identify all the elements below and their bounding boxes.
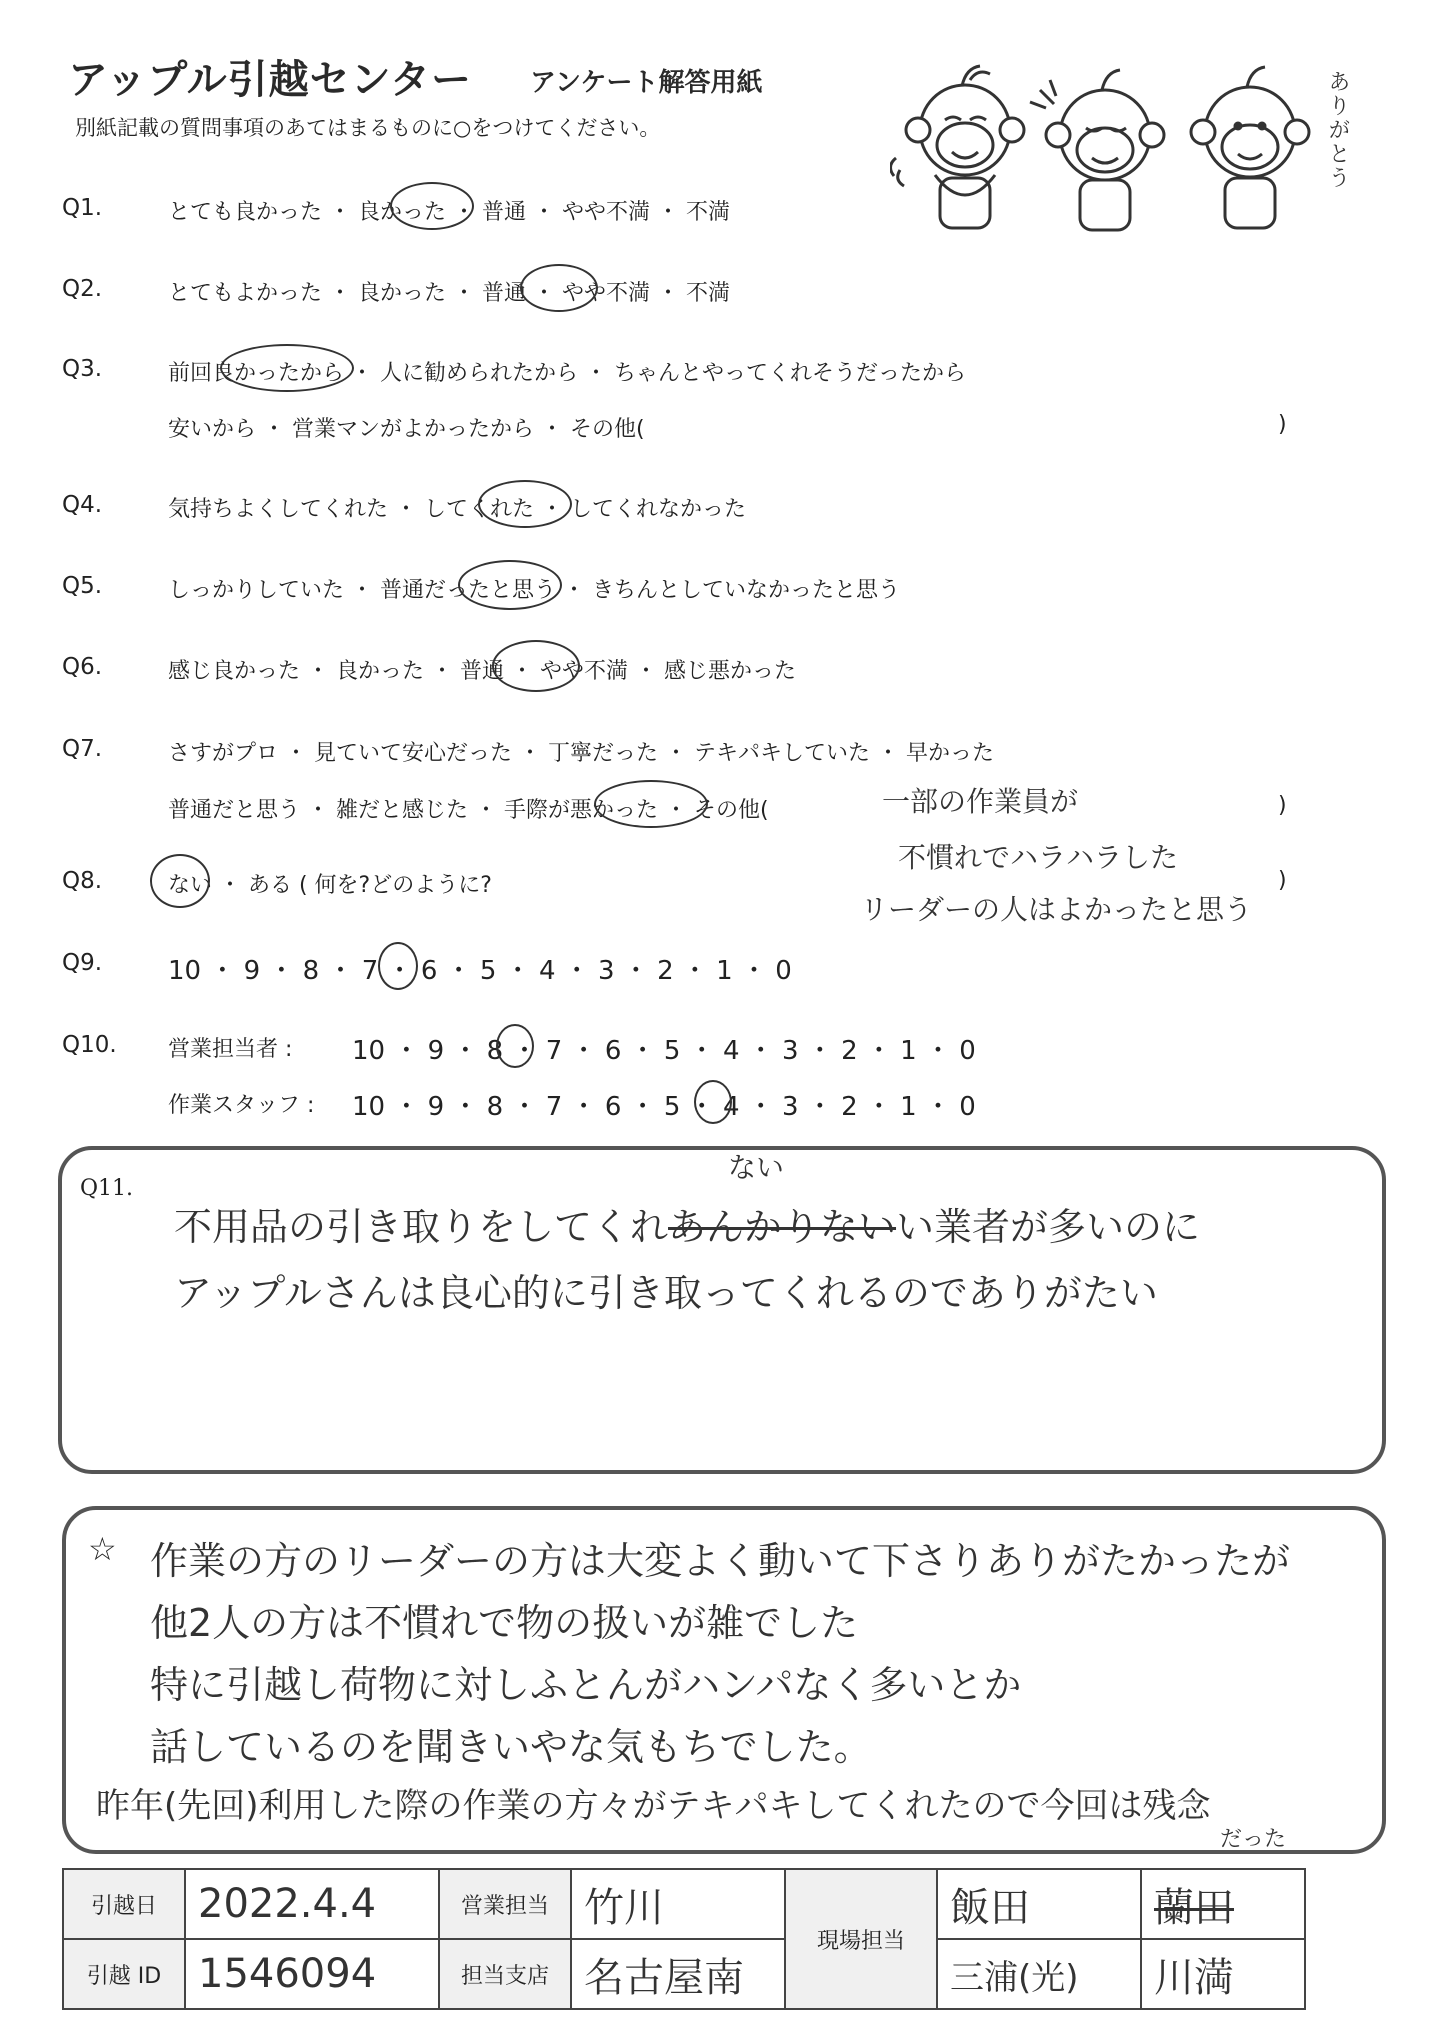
move-id-label: 引越 ID: [63, 1939, 185, 2009]
q1-circle-mark: [390, 182, 474, 230]
q7-other-close: ): [1278, 793, 1287, 818]
q7-other-handwriting-3: リーダーの人はよかったと思う: [860, 893, 1253, 926]
q9-number: Q9.: [62, 950, 103, 976]
q9-circle-mark: [378, 942, 418, 990]
comment-line5: 昨年(先回)利用した際の作業の方々がテキパキしてくれたので今回は残念: [96, 1786, 1211, 1826]
q8-options: ない ・ ある ( 何を?どのように?: [168, 873, 492, 898]
branch-value: 名古屋南: [571, 1939, 785, 2009]
q8-close: ): [1278, 868, 1287, 893]
thanks-text: ありがとう: [1325, 70, 1350, 190]
q10-sales-circle-mark: [496, 1024, 534, 1068]
q3-options-line2: 安いから ・ 営業マンがよかったから ・ その他(: [168, 417, 645, 442]
q1-options: とても良かった ・ 良かった ・ 普通 ・ やや不満 ・ 不満: [168, 200, 730, 225]
q8-circle-mark: [150, 854, 210, 908]
form-title: アップル引越センター: [68, 57, 472, 103]
site-staff-2: 三浦(光): [937, 1939, 1141, 2009]
comment-line6: だった: [1220, 1827, 1287, 1852]
q11-handwriting-line2: アップルさんは良心的に引き取ってくれるのでありがたい: [174, 1271, 1158, 1315]
comment-line3: 特に引越し荷物に対しふとんがハンパなく多いとか: [150, 1663, 1022, 1707]
q6-options: 感じ良かった ・ 良かった ・ 普通 ・ やや不満 ・ 感じ悪かった: [168, 659, 796, 684]
instruction-text: 別紙記載の質問事項のあてはまるものに○をつけてください。: [75, 116, 661, 140]
q5-circle-mark: [458, 560, 562, 610]
q10-staff-scale: 10 ・ 9 ・ 8 ・ 7 ・ 6 ・ 5 ・ 4 ・ 3 ・ 2 ・ 1 ・ 0: [352, 1092, 976, 1122]
q7-number: Q7.: [62, 736, 103, 762]
site-staff-1: 飯田: [937, 1869, 1141, 1939]
site-staff-label: 現場担当: [785, 1869, 937, 2009]
q10-sales-label: 営業担当者 :: [168, 1037, 293, 1062]
q4-number: Q4.: [62, 492, 103, 518]
q11-handwriting-line1: 不用品の引き取りをしてくれあんかりないい業者が多いのに: [174, 1205, 1201, 1249]
branch-label: 担当支店: [439, 1939, 571, 2009]
q7-other-handwriting-1: 一部の作業員が: [882, 785, 1079, 818]
q4-circle-mark: [478, 480, 572, 528]
star-mark: ☆: [88, 1530, 117, 1568]
mascot-illustration: [890, 50, 1330, 240]
q7-other-handwriting-2: 不慣れでハラハラした: [898, 841, 1179, 874]
q2-options: とてもよかった ・ 良かった ・ 普通 ・ やや不満 ・ 不満: [168, 281, 730, 306]
q10-staff-circle-mark: [694, 1080, 732, 1124]
q9-scale: 10 ・ 9 ・ 8 ・ 7 ・ 6 ・ 5 ・ 4 ・ 3 ・ 2 ・ 1 ・ 0: [168, 956, 792, 986]
q10-sales-scale: 10 ・ 9 ・ 8 ・ 7 ・ 6 ・ 5 ・ 4 ・ 3 ・ 2 ・ 1 ・ 0: [352, 1036, 976, 1066]
q4-options: 気持ちよくしてくれた ・ してくれた ・ してくれなかった: [168, 497, 746, 522]
q10-number: Q10.: [62, 1032, 117, 1058]
move-id-value: 1546094: [185, 1939, 439, 2009]
q6-circle-mark: [492, 640, 580, 692]
form-subtitle: アンケート解答用紙: [530, 68, 763, 98]
q7-options-line1: さすがプロ ・ 見ていて安心だった ・ 丁寧だった ・ テキパキしていた ・ 早かった: [168, 741, 994, 766]
comment-line2: 他2人の方は不慣れで物の扱いが雑でした: [150, 1601, 859, 1645]
comment-line1: 作業の方のリーダーの方は大変よく動いて下さりありがたかったが: [150, 1539, 1291, 1583]
comment-line4: 話しているのを聞きいやな気もちでした。: [150, 1725, 872, 1769]
q8-number: Q8.: [62, 868, 103, 894]
move-date-label: 引越日: [63, 1869, 185, 1939]
q11-insert-handwriting: ない: [728, 1151, 785, 1184]
q7-options-line2: 普通だと思う ・ 雑だと感じた ・ 手際が悪かった ・ その他(: [168, 798, 769, 823]
q2-circle-mark: [520, 264, 598, 312]
q5-number: Q5.: [62, 573, 103, 599]
q6-number: Q6.: [62, 654, 103, 680]
q10-staff-label: 作業スタッフ :: [168, 1093, 315, 1118]
q3-number: Q3.: [62, 356, 103, 382]
q3-circle-mark: [220, 344, 354, 392]
q5-options: しっかりしていた ・ 普通だったと思う ・ きちんとしていなかったと思う: [168, 578, 900, 603]
site-staff-4: 川満: [1141, 1939, 1305, 2009]
q11-number: Q11.: [80, 1176, 134, 1201]
q3-options-line1: 前回良かったから ・ 人に勧められたから ・ ちゃんとやってくれそうだったから: [168, 361, 966, 386]
info-table: [62, 1868, 1306, 2010]
sales-rep-label: 営業担当: [439, 1869, 571, 1939]
sales-rep-value: 竹川: [571, 1869, 785, 1939]
move-date-value: 2022.4.4: [185, 1869, 439, 1939]
q2-number: Q2.: [62, 276, 103, 302]
site-staff-3-struck: 蘭田: [1141, 1869, 1305, 1939]
q3-other-close: ): [1278, 412, 1287, 437]
q1-number: Q1.: [62, 195, 103, 221]
q7-circle-mark: [594, 780, 708, 828]
